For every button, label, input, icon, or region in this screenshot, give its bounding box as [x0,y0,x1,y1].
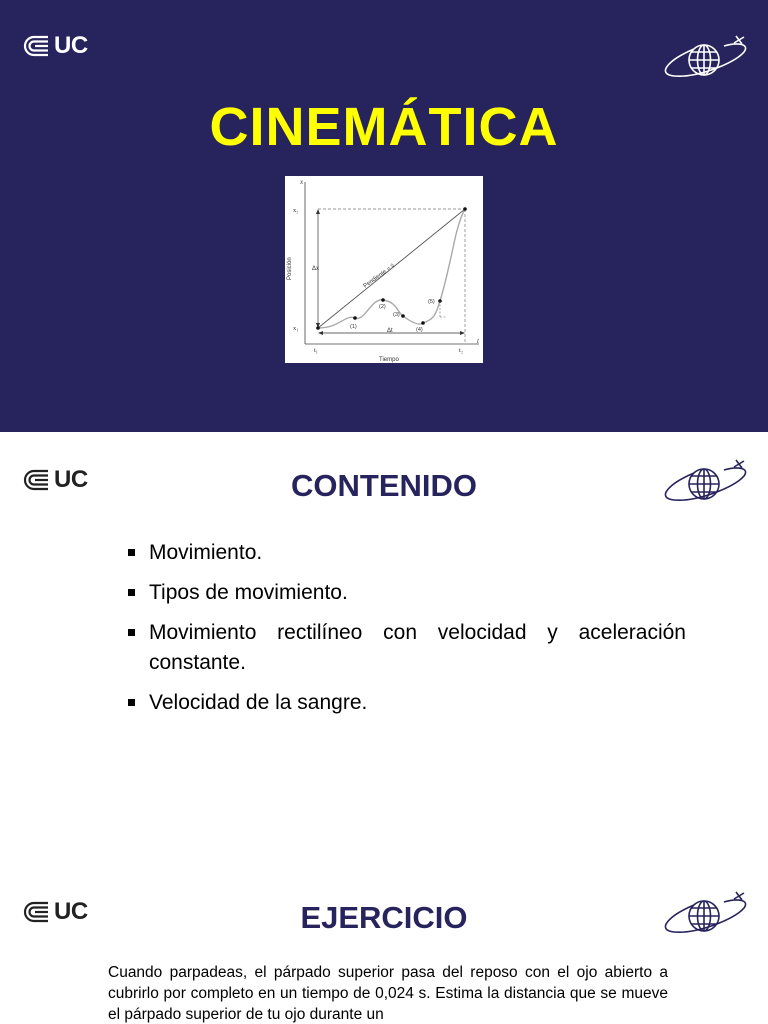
list-item: Velocidad de la sangre. [126,688,686,718]
t-symbol: t [477,337,479,345]
exercise-text: Cuando parpadeas, el párpado superior pasa del reposo con el ojo abierto a cubrirlo por completo en un tiempo de 0,024 s. Estima la distancia que se mueve el párpado superior de tu ojo durante un [108,964,668,1023]
logo-text: UC [54,898,88,925]
point-1: (1) [350,324,357,330]
logo-text: UC [54,32,88,59]
slide-title: CINEMÁTICA [209,97,559,157]
exercise-heading: EJERCICIO [300,900,468,935]
bullet-square-icon [128,699,135,706]
point-3: (3) [393,312,400,318]
delta-t-label: Δt [387,328,393,334]
contents-heading: CONTENIDO [291,468,477,503]
point-4: (4) [416,327,423,333]
point-5: (5) [428,299,435,305]
list-item: Tipos de movimiento. [126,578,686,608]
exercise-slide [0,864,768,1024]
t2-label: t₂ [459,347,464,354]
point-2: (2) [379,304,386,310]
t1-label: t₁ [314,347,319,354]
contents-list [126,538,686,728]
logo-text: UC [54,466,88,493]
delta-x-label: Δx [312,266,320,272]
y-axis-label: Posición [287,257,293,280]
list-item: Movimiento. [126,538,686,568]
slope-label: Pendiente = v̄ [362,263,397,290]
x-symbol: x [300,178,304,186]
graph-svg [285,176,483,363]
title-slide [0,0,768,432]
x-axis-label: Tiempo [379,357,399,363]
x1-label: x₁ [293,325,299,332]
position-time-graph [285,176,483,363]
bullet-square-icon [128,589,135,596]
uc-logo [22,32,88,60]
uc-logo-icon [22,34,50,58]
x2-label: x₂ [293,207,299,214]
list-item: Movimiento rectilíneo con velocidad y aceleración constante. [126,618,686,678]
contents-slide [0,432,768,864]
bullet-square-icon [128,549,135,556]
bullet-square-icon [128,629,135,636]
planet-globe-icon [658,34,750,84]
